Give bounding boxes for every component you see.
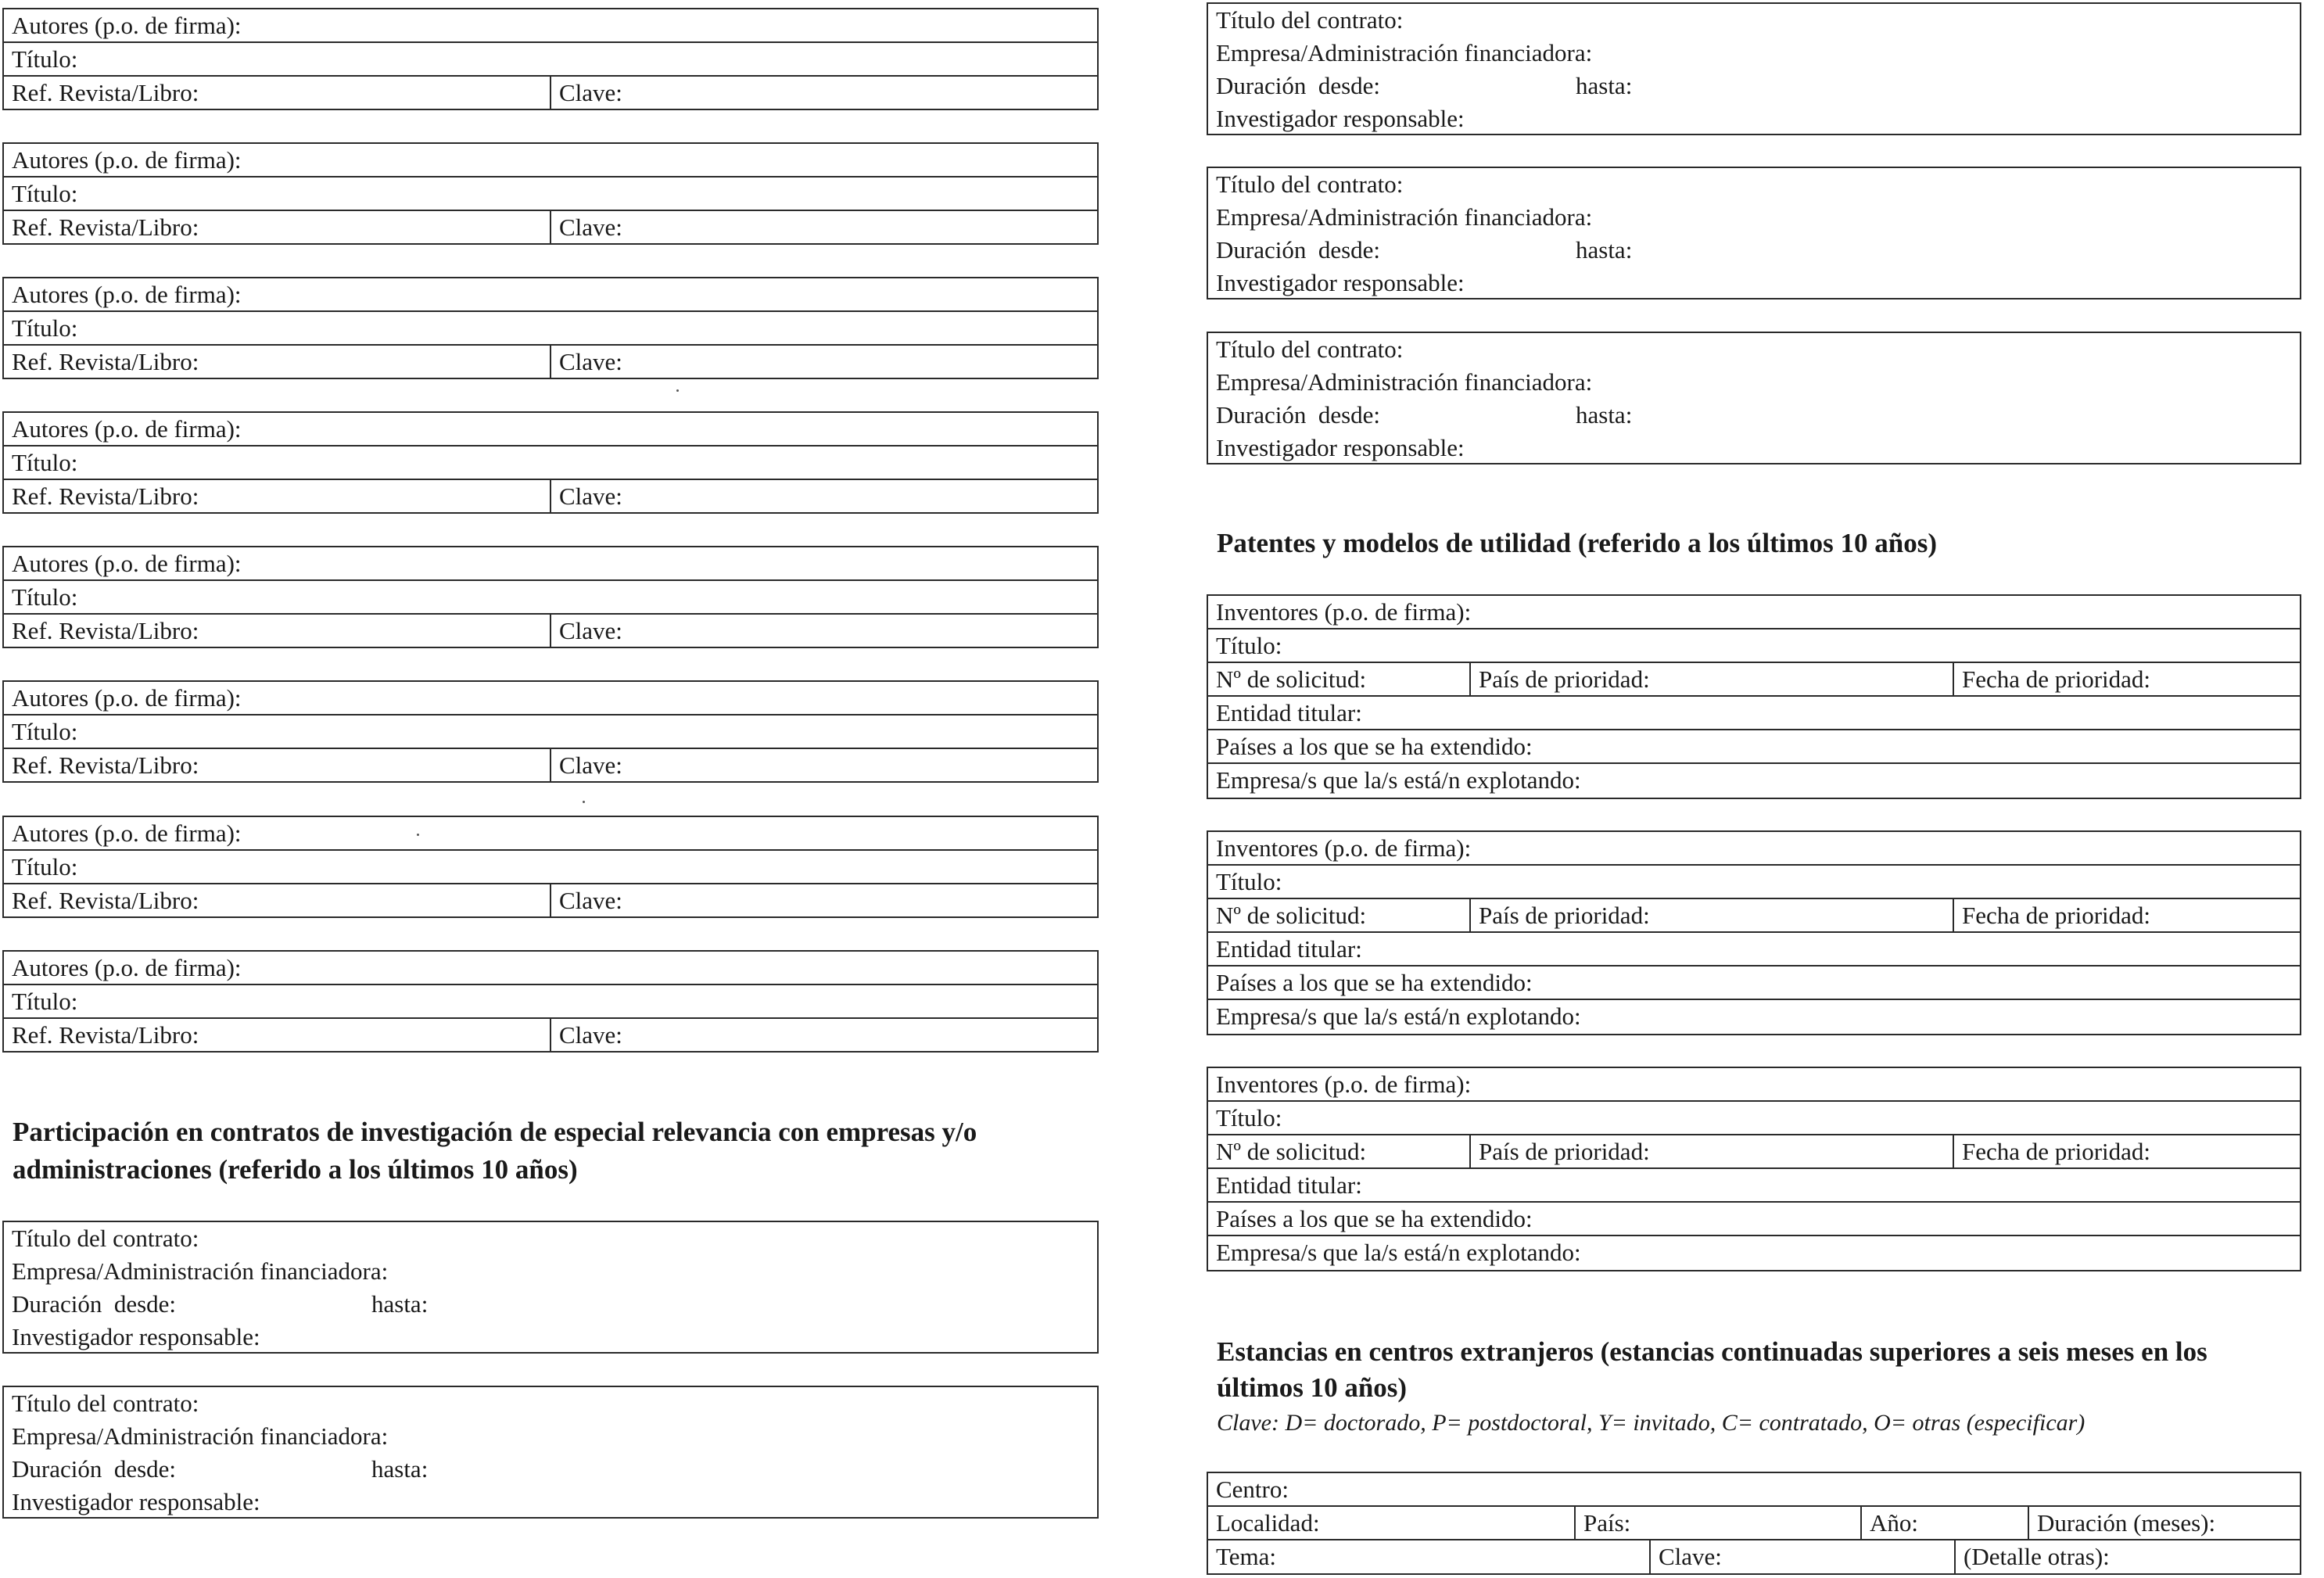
patent-exploiting-companies-label: Empresa/s que la/s está/n explotando: <box>1216 766 1581 794</box>
publication-ref-label: Ref. Revista/Libro: <box>12 617 199 644</box>
contract-researcher-label: Investigador responsable: <box>12 1323 260 1350</box>
contract-title-field[interactable] <box>4 1222 1097 1255</box>
stay-country-label: País: <box>1583 1509 1631 1537</box>
patent-extended-countries-row[interactable] <box>1208 967 2300 1000</box>
contract-funder-label: Empresa/Administración financiadora: <box>12 1422 389 1450</box>
stay-locality-label: Localidad: <box>1216 1509 1320 1537</box>
patent-application-no-field[interactable] <box>1208 1135 1469 1167</box>
publication-key-field[interactable] <box>550 1019 1097 1053</box>
publication-ref-label: Ref. Revista/Libro: <box>12 1021 199 1049</box>
patent-holder-row[interactable] <box>1208 697 2300 730</box>
contract-duration-field[interactable] <box>1208 399 2300 432</box>
patent-inventors-label: Inventores (p.o. de firma): <box>1216 598 1472 626</box>
contract-funder-field[interactable] <box>1208 201 2300 234</box>
contract-researcher-field[interactable] <box>4 1486 1097 1519</box>
contract-funder-field[interactable] <box>1208 366 2300 399</box>
contract-duration-from-label: Duración desde: <box>1216 72 1381 99</box>
publication-ref-row <box>4 749 1097 783</box>
patent-holder-label: Entidad titular: <box>1216 699 1362 726</box>
publication-entry-box <box>2 411 1099 514</box>
publication-authors-row[interactable] <box>4 817 1097 851</box>
publication-ref-label: Ref. Revista/Libro: <box>12 751 199 779</box>
publication-ref-label: Ref. Revista/Libro: <box>12 887 199 914</box>
publication-key-field[interactable] <box>550 884 1097 918</box>
publication-key-label: Clave: <box>559 617 622 644</box>
contracts-heading-line1: Participación en contratos de investigación de especial relevancia con empresas y/o <box>13 1117 977 1147</box>
stays-heading-line2: últimos 10 años) <box>1217 1372 1408 1403</box>
patent-application-row <box>1208 899 2300 933</box>
contract-duration-to-label: hasta: <box>1576 236 1633 264</box>
publication-key-label: Clave: <box>559 1021 622 1049</box>
patent-exploiting-companies-row[interactable] <box>1208 1236 2300 1270</box>
contract-title-label: Título del contrato: <box>12 1225 199 1252</box>
patent-application-row <box>1208 663 2300 697</box>
patent-title-row[interactable] <box>1208 866 2300 899</box>
patent-inventors-row[interactable] <box>1208 832 2300 866</box>
patent-exploiting-companies-row[interactable] <box>1208 764 2300 798</box>
patent-title-label: Título: <box>1216 1104 1282 1131</box>
publication-authors-row[interactable] <box>4 144 1097 178</box>
contract-researcher-label: Investigador responsable: <box>12 1488 260 1515</box>
publication-ref-field[interactable] <box>4 749 550 783</box>
contract-duration-from-label: Duración desde: <box>12 1290 177 1318</box>
contract-funder-field[interactable] <box>4 1420 1097 1453</box>
contract-entry-box <box>1207 2 2301 135</box>
patent-priority-country-field[interactable] <box>1469 1135 1953 1167</box>
publication-ref-row <box>4 77 1097 110</box>
patent-priority-country-label: País de prioridad: <box>1479 902 1650 929</box>
publication-authors-row[interactable] <box>4 547 1097 581</box>
publication-entry-box <box>2 816 1099 918</box>
publication-ref-row <box>4 211 1097 245</box>
publication-title-row[interactable] <box>4 985 1097 1019</box>
publication-key-field[interactable] <box>550 346 1097 379</box>
contract-title-field[interactable] <box>1208 168 2300 201</box>
patent-title-label: Título: <box>1216 632 1282 659</box>
contract-duration-from-label: Duración desde: <box>12 1455 177 1483</box>
contract-researcher-field[interactable] <box>1208 267 2300 299</box>
publication-title-label: Título: <box>12 449 78 476</box>
publication-ref-label: Ref. Revista/Libro: <box>12 213 199 241</box>
publication-title-row[interactable] <box>4 312 1097 346</box>
contract-duration-field[interactable] <box>1208 70 2300 102</box>
patent-inventors-label: Inventores (p.o. de firma): <box>1216 1071 1472 1098</box>
patent-priority-date-field[interactable] <box>1953 663 2300 695</box>
publication-title-label: Título: <box>12 314 78 342</box>
publication-authors-row[interactable] <box>4 682 1097 715</box>
contract-duration-to-label: hasta: <box>1576 401 1633 429</box>
contract-entry-box <box>1207 167 2301 299</box>
patent-holder-label: Entidad titular: <box>1216 935 1362 963</box>
contract-title-label: Título del contrato: <box>1216 6 1404 34</box>
publication-authors-label: Autores (p.o. de firma): <box>12 415 242 443</box>
publication-ref-field[interactable] <box>4 480 550 514</box>
publication-key-field[interactable] <box>550 77 1097 110</box>
stay-entry-box <box>1207 1472 2301 1575</box>
contract-funder-field[interactable] <box>1208 37 2300 70</box>
publication-ref-field[interactable] <box>4 77 550 110</box>
contract-entry-box <box>1207 332 2301 464</box>
publication-title-label: Título: <box>12 583 78 611</box>
patent-application-no-field[interactable] <box>1208 899 1469 931</box>
patent-inventors-label: Inventores (p.o. de firma): <box>1216 834 1472 862</box>
stay-topic-label: Tema: <box>1216 1543 1277 1570</box>
patent-extended-countries-row[interactable] <box>1208 730 2300 764</box>
publication-ref-field[interactable] <box>4 615 550 648</box>
stay-year-label: Año: <box>1870 1509 1918 1537</box>
publication-title-label: Título: <box>12 45 78 73</box>
contract-funder-label: Empresa/Administración financiadora: <box>12 1257 389 1285</box>
publication-ref-row <box>4 884 1097 918</box>
patent-priority-date-label: Fecha de prioridad: <box>1962 1138 2151 1165</box>
contract-researcher-field[interactable] <box>4 1321 1097 1354</box>
publication-ref-field[interactable] <box>4 211 550 245</box>
patent-extended-countries-label: Países a los que se ha extendido: <box>1216 969 1533 996</box>
publication-authors-row[interactable] <box>4 413 1097 447</box>
patent-application-row <box>1208 1135 2300 1169</box>
stay-locality-field[interactable] <box>1208 1507 1574 1539</box>
contract-duration-field[interactable] <box>4 1453 1097 1486</box>
patent-priority-date-field[interactable] <box>1953 1135 2300 1167</box>
publication-ref-row <box>4 480 1097 514</box>
contract-duration-field[interactable] <box>4 1288 1097 1321</box>
publication-key-field[interactable] <box>550 749 1097 783</box>
contract-researcher-label: Investigador responsable: <box>1216 434 1465 461</box>
publication-entry-box <box>2 546 1099 648</box>
publication-title-row[interactable] <box>4 851 1097 884</box>
contract-funder-field[interactable] <box>4 1255 1097 1288</box>
stay-other-detail-field[interactable] <box>1954 1540 2300 1574</box>
scan-speck <box>417 834 419 836</box>
stay-other-detail-label: (Detalle otras): <box>1964 1543 2110 1570</box>
stay-duration-label: Duración (meses): <box>2037 1509 2216 1537</box>
contract-funder-label: Empresa/Administración financiadora: <box>1216 39 1593 66</box>
stay-center-label: Centro: <box>1216 1476 1289 1503</box>
patent-priority-date-label: Fecha de prioridad: <box>1962 902 2151 929</box>
publication-title-row[interactable] <box>4 178 1097 211</box>
publication-entry-box <box>2 950 1099 1053</box>
publication-entry-box <box>2 680 1099 783</box>
contract-duration-to-label: hasta: <box>1576 72 1633 99</box>
contract-title-field[interactable] <box>4 1387 1097 1420</box>
patent-priority-date-label: Fecha de prioridad: <box>1962 665 2151 693</box>
patent-title-label: Título: <box>1216 868 1282 895</box>
patent-holder-label: Entidad titular: <box>1216 1171 1362 1199</box>
publication-entry-box <box>2 277 1099 379</box>
scan-speck <box>583 801 585 803</box>
stay-location-row <box>1208 1507 2300 1540</box>
publication-entry-box <box>2 142 1099 245</box>
publication-title-row[interactable] <box>4 43 1097 77</box>
patent-exploiting-companies-row[interactable] <box>1208 1000 2300 1034</box>
publication-title-label: Título: <box>12 180 78 207</box>
stay-center-row[interactable] <box>1208 1473 2300 1507</box>
publication-ref-row <box>4 615 1097 648</box>
publication-key-field[interactable] <box>550 615 1097 648</box>
contract-title-label: Título del contrato: <box>12 1390 199 1417</box>
stay-year-field[interactable] <box>1860 1507 2028 1539</box>
patent-holder-row[interactable] <box>1208 1169 2300 1203</box>
publication-key-label: Clave: <box>559 482 622 510</box>
stay-duration-field[interactable] <box>2028 1507 2300 1539</box>
publication-authors-label: Autores (p.o. de firma): <box>12 684 242 712</box>
publication-authors-row[interactable] <box>4 9 1097 43</box>
contract-duration-from-label: Duración desde: <box>1216 236 1381 264</box>
contract-funder-label: Empresa/Administración financiadora: <box>1216 368 1593 396</box>
publication-authors-label: Autores (p.o. de firma): <box>12 12 242 39</box>
patent-extended-countries-label: Países a los que se ha extendido: <box>1216 733 1533 760</box>
contract-duration-field[interactable] <box>1208 234 2300 267</box>
contract-duration-to-label: hasta: <box>371 1290 429 1318</box>
publication-entry-box <box>2 8 1099 110</box>
publication-key-field[interactable] <box>550 480 1097 514</box>
patent-priority-country-field[interactable] <box>1469 663 1953 695</box>
publication-ref-row <box>4 1019 1097 1053</box>
contract-researcher-field[interactable] <box>1208 432 2300 464</box>
patent-application-no-label: Nº de solicitud: <box>1216 1138 1367 1165</box>
patent-application-no-label: Nº de solicitud: <box>1216 665 1367 693</box>
stay-key-label: Clave: <box>1659 1543 1722 1570</box>
stay-topic-row <box>1208 1540 2300 1574</box>
contract-entry-box <box>2 1221 1099 1354</box>
publication-ref-field[interactable] <box>4 884 550 918</box>
publication-authors-label: Autores (p.o. de firma): <box>12 819 242 847</box>
patent-inventors-row[interactable] <box>1208 1068 2300 1102</box>
publication-title-row[interactable] <box>4 447 1097 480</box>
patent-exploiting-companies-label: Empresa/s que la/s está/n explotando: <box>1216 1002 1581 1030</box>
publication-ref-label: Ref. Revista/Libro: <box>12 482 199 510</box>
contract-duration-from-label: Duración desde: <box>1216 401 1381 429</box>
stay-key-field[interactable] <box>1649 1540 1954 1574</box>
publication-authors-label: Autores (p.o. de firma): <box>12 281 242 308</box>
patent-extended-countries-row[interactable] <box>1208 1203 2300 1236</box>
patents-heading: Patentes y modelos de utilidad (referido a los últimos 10 años) <box>1217 528 1938 558</box>
contract-title-label: Título del contrato: <box>1216 170 1404 198</box>
stay-topic-field[interactable] <box>1208 1540 1649 1574</box>
publication-key-label: Clave: <box>559 79 622 106</box>
publication-key-label: Clave: <box>559 751 622 779</box>
contract-title-label: Título del contrato: <box>1216 335 1404 363</box>
stays-heading-line1: Estancias en centros extranjeros (estancias continuadas superiores a seis meses en los <box>1217 1336 2207 1367</box>
publication-title-label: Título: <box>12 988 78 1015</box>
patent-inventors-row[interactable] <box>1208 596 2300 629</box>
contract-researcher-label: Investigador responsable: <box>1216 105 1465 132</box>
publication-key-label: Clave: <box>559 887 622 914</box>
publication-key-field[interactable] <box>550 211 1097 245</box>
patent-title-row[interactable] <box>1208 1102 2300 1135</box>
publication-authors-row[interactable] <box>4 952 1097 985</box>
publication-ref-field[interactable] <box>4 346 550 379</box>
stays-key-note: Clave: D= doctorado, P= postdoctoral, Y= invitado, C= contratado, O= otras (especificar) <box>1217 1410 2086 1436</box>
publication-title-row[interactable] <box>4 581 1097 615</box>
patent-priority-country-label: País de prioridad: <box>1479 665 1650 693</box>
publication-ref-label: Ref. Revista/Libro: <box>12 79 199 106</box>
patent-entry-box <box>1207 594 2301 799</box>
patent-exploiting-companies-label: Empresa/s que la/s está/n explotando: <box>1216 1239 1581 1266</box>
publication-title-label: Título: <box>12 853 78 880</box>
contract-researcher-field[interactable] <box>1208 102 2300 135</box>
contracts-heading-line2: administraciones (referido a los últimos 10 años) <box>13 1154 578 1185</box>
publication-authors-row[interactable] <box>4 278 1097 312</box>
patent-title-row[interactable] <box>1208 629 2300 663</box>
patent-entry-box <box>1207 1067 2301 1271</box>
publication-key-label: Clave: <box>559 348 622 375</box>
contract-entry-box <box>2 1386 1099 1519</box>
patent-application-no-field[interactable] <box>1208 663 1469 695</box>
patent-priority-date-field[interactable] <box>1953 899 2300 931</box>
patent-application-no-label: Nº de solicitud: <box>1216 902 1367 929</box>
publication-title-row[interactable] <box>4 715 1097 749</box>
contract-duration-to-label: hasta: <box>371 1455 429 1483</box>
patent-holder-row[interactable] <box>1208 933 2300 967</box>
contract-funder-label: Empresa/Administración financiadora: <box>1216 203 1593 231</box>
patent-entry-box <box>1207 830 2301 1035</box>
contract-title-field[interactable] <box>1208 4 2300 37</box>
publication-ref-row <box>4 346 1097 379</box>
publication-authors-label: Autores (p.o. de firma): <box>12 146 242 174</box>
publication-authors-label: Autores (p.o. de firma): <box>12 954 242 981</box>
publication-title-label: Título: <box>12 718 78 745</box>
publication-ref-field[interactable] <box>4 1019 550 1053</box>
contract-title-field[interactable] <box>1208 333 2300 366</box>
scan-speck <box>676 389 679 392</box>
stay-country-field[interactable] <box>1574 1507 1860 1539</box>
publication-authors-label: Autores (p.o. de firma): <box>12 550 242 577</box>
patent-priority-country-field[interactable] <box>1469 899 1953 931</box>
patent-priority-country-label: País de prioridad: <box>1479 1138 1650 1165</box>
patent-extended-countries-label: Países a los que se ha extendido: <box>1216 1205 1533 1232</box>
publication-key-label: Clave: <box>559 213 622 241</box>
publication-ref-label: Ref. Revista/Libro: <box>12 348 199 375</box>
contract-researcher-label: Investigador responsable: <box>1216 269 1465 296</box>
